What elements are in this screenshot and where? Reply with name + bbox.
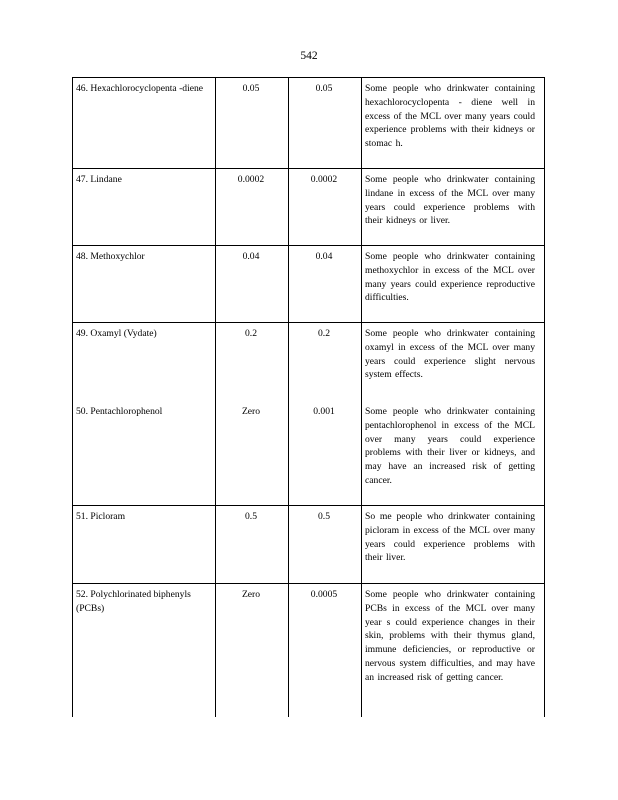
row-divider [72,322,545,323]
health-effects-text: So me people who drinkwater containing picloram in excess of the MCL over many years could experience problems with their liver. [365,511,535,564]
contaminant-name: 52. Polychlorinated biphenyls (PCBs) [76,589,191,614]
mcl-value: 0.5 [318,511,330,522]
health-effects-text: Some people who drinkwater containing oxamyl in excess of the MCL over many years could experience slight nervous system effects. [365,328,535,381]
row-divider [72,245,545,246]
row-divider [72,583,545,584]
row-divider [72,77,545,78]
mclg-value: 0.5 [245,511,257,522]
health-effects-text: Some people who drinkwater containing lindane in excess of the MCL over many years could experience problems with their kidneys or liver. [365,174,535,227]
contaminant-name: 50. Pentachlorophenol [76,406,163,417]
column-divider-3 [361,77,362,717]
mcl-value: 0.0002 [310,174,338,185]
mcl-value: 0.2 [318,328,330,339]
contaminant-name: 51. Picloram [76,511,126,522]
table-border-right [544,77,545,717]
row-divider [72,168,545,169]
contaminant-name: 49. Oxamyl (Vydate) [76,328,157,339]
mclg-value: 0.2 [245,328,257,339]
health-effects-text: Some people who drinkwater containing pentachlorophenol in excess of the MCL over many years could experience problems with their liver or kidneys, and may have an increased risk of getting cancer. [365,406,535,486]
health-effects-text: Some people who drinkwater containing hexachlorocyclopenta - diene well in excess of the MCL over many years could experience problems with their kidneys or stomac h. [365,83,535,150]
page-number: 542 [300,50,318,62]
contaminant-name: 47. Lindane [76,174,122,185]
mclg-value: 0.05 [242,83,260,94]
mcl-value: 0.001 [313,406,335,417]
table-border-left [72,77,73,717]
health-effects-text: Some people who drinkwater containing PCBs in excess of the MCL over many year s could experience changes in their skin, problems with their thymus gland, immune deficiencies, or reproductive or nervous system difficulties, and may have an increased risk of getting cancer. [365,589,535,683]
mcl-value: 0.04 [315,251,333,262]
mclg-value: Zero [241,406,261,417]
mcl-value: 0.05 [315,83,333,94]
mclg-value: 0.04 [242,251,260,262]
column-divider-1 [215,77,216,717]
mclg-value: 0.0002 [237,174,265,185]
contaminant-name: 48. Methoxychlor [76,251,145,262]
contaminant-name: 46. Hexachlorocyclopenta -diene [76,83,204,94]
mclg-value: Zero [241,589,261,600]
row-divider [72,505,545,506]
column-divider-2 [288,77,289,717]
health-effects-text: Some people who drinkwater containing methoxychlor in excess of the MCL over many years could experience reproductive difficulties. [365,251,535,304]
mcl-value: 0.0005 [310,589,338,600]
